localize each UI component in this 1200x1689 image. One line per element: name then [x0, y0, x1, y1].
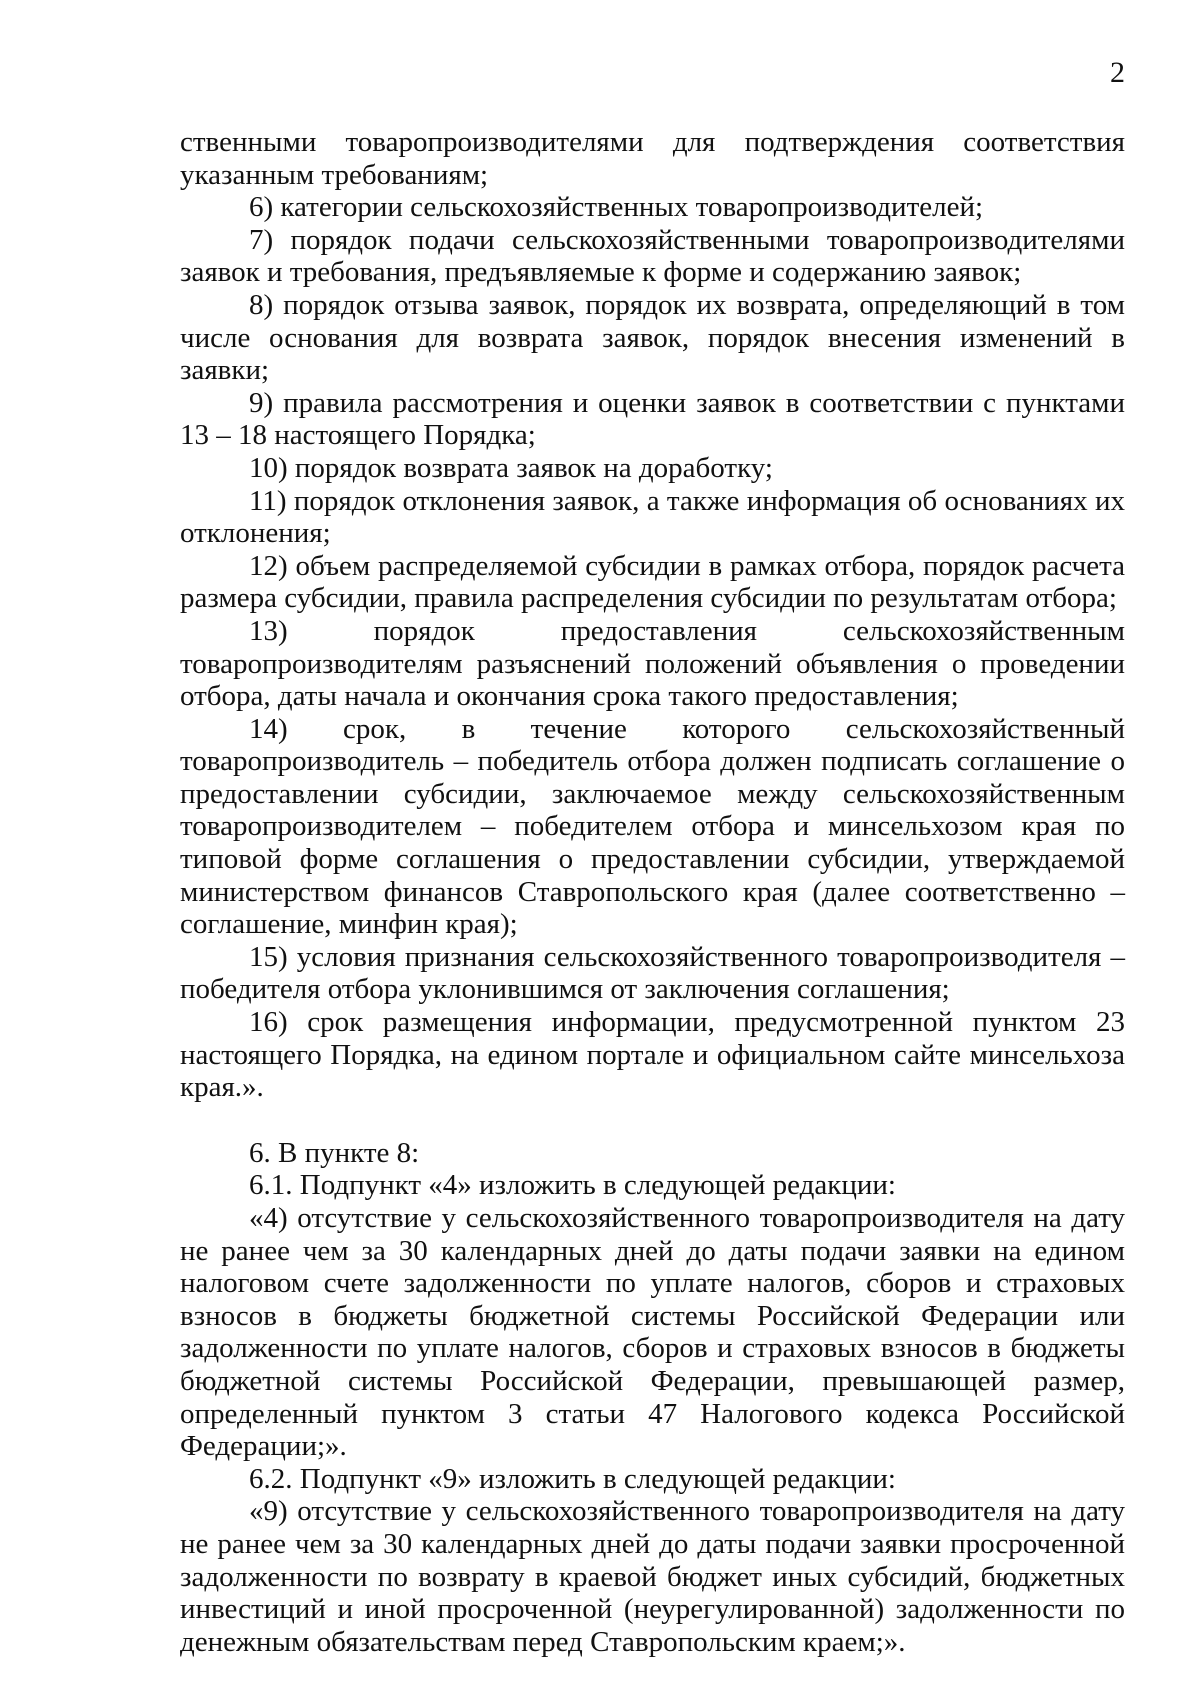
section-heading-6: 6. В пункте 8: [249, 1136, 420, 1169]
document-body [180, 126, 1125, 1658]
subsection-6-2: 6.2. Подпункт «9» изложить в следующей редакции: [249, 1462, 896, 1495]
list-item-7: 7) порядок подачи сельскохозяйственными товаропроизводителями заявок и требования, предъявляемые к форме и содержанию заявок; [180, 223, 1125, 289]
subsection-6-1: 6.1. Подпункт «4» изложить в следующей редакции: [249, 1169, 896, 1202]
subsection-6-2-text: «9) отсутствие у сельскохозяйственного товаропроизводителя на дату не ранее чем за 30 календарных дней до даты подачи заявки просроченной задолженности по возврату в краевой бюджет иных субсидий, бюджетных инвестиций и иной просроченной (неурегулированной) задолженности по денежным обязательствам перед Ставропольским краем;». [180, 1495, 1125, 1658]
subsection-6-1-text: «4) отсутствие у сельскохозяйственного товаропроизводителя на дату не ранее чем за 30 календарных дней до даты подачи заявки на едином налоговом счете задолженности по уплате налогов, сборов и страховых взносов в бюджеты бюджетной системы Российской Федерации или задолженности по уплате налогов, сборов и страховых взносов в бюджеты бюджетной системы Российской Федерации, превышающей размер, определенный пунктом 3 статьи 47 Налогового кодекса Российской Федерации;». [180, 1202, 1125, 1463]
list-item-10: 10) порядок возврата заявок на доработку; [249, 451, 773, 484]
list-item-6: 6) категории сельскохозяйственных товаропроизводителей; [249, 191, 984, 224]
list-item-13: 13) порядок предоставления сельскохозяйственным товаропроизводителям разъяснений положений объявления о проведении отбора, даты начала и окончания срока такого предоставления; [180, 614, 1125, 713]
list-item-15: 15) условия признания сельскохозяйственного товаропроизводителя – победителя отбора уклонившимся от заключения соглашения; [180, 940, 1125, 1006]
list-item-11: 11) порядок отклонения заявок, а также информация об основаниях их отклонения; [180, 484, 1125, 550]
list-item-9: 9) правила рассмотрения и оценки заявок в соответствии с пунктами 13 – 18 настоящего Порядка; [180, 386, 1125, 452]
list-item-12: 12) объем распределяемой субсидии в рамках отбора, порядок расчета размера субсидии, правила распределения субсидии по результатам отбора; [180, 549, 1125, 615]
list-item-8: 8) порядок отзыва заявок, порядок их возврата, определяющий в том числе основания для возврата заявок, порядок внесения изменений в заявки; [180, 288, 1125, 387]
page-number: 2 [1110, 56, 1125, 89]
list-item-16: 16) срок размещения информации, предусмотренной пунктом 23 настоящего Порядка, на едином портале и официальном сайте минсельхоза края.». [180, 1006, 1125, 1104]
list-item-14: 14) срок, в течение которого сельскохозяйственный товаропроизводитель – победитель отбора должен подписать соглашение о предоставлении субсидии, заключаемое между сельскохозяйственным товаропроизводителем – победителем отбора и минсельхозом края по типовой форме соглашения о предоставлении субсидии, утверждаемой министерством финансов Ставропольского края (далее соответственно – соглашение, минфин края); [180, 712, 1125, 941]
paragraph-continuation: ственными товаропроизводителями для подтверждения соответствия указанным требованиям; [180, 126, 1125, 191]
